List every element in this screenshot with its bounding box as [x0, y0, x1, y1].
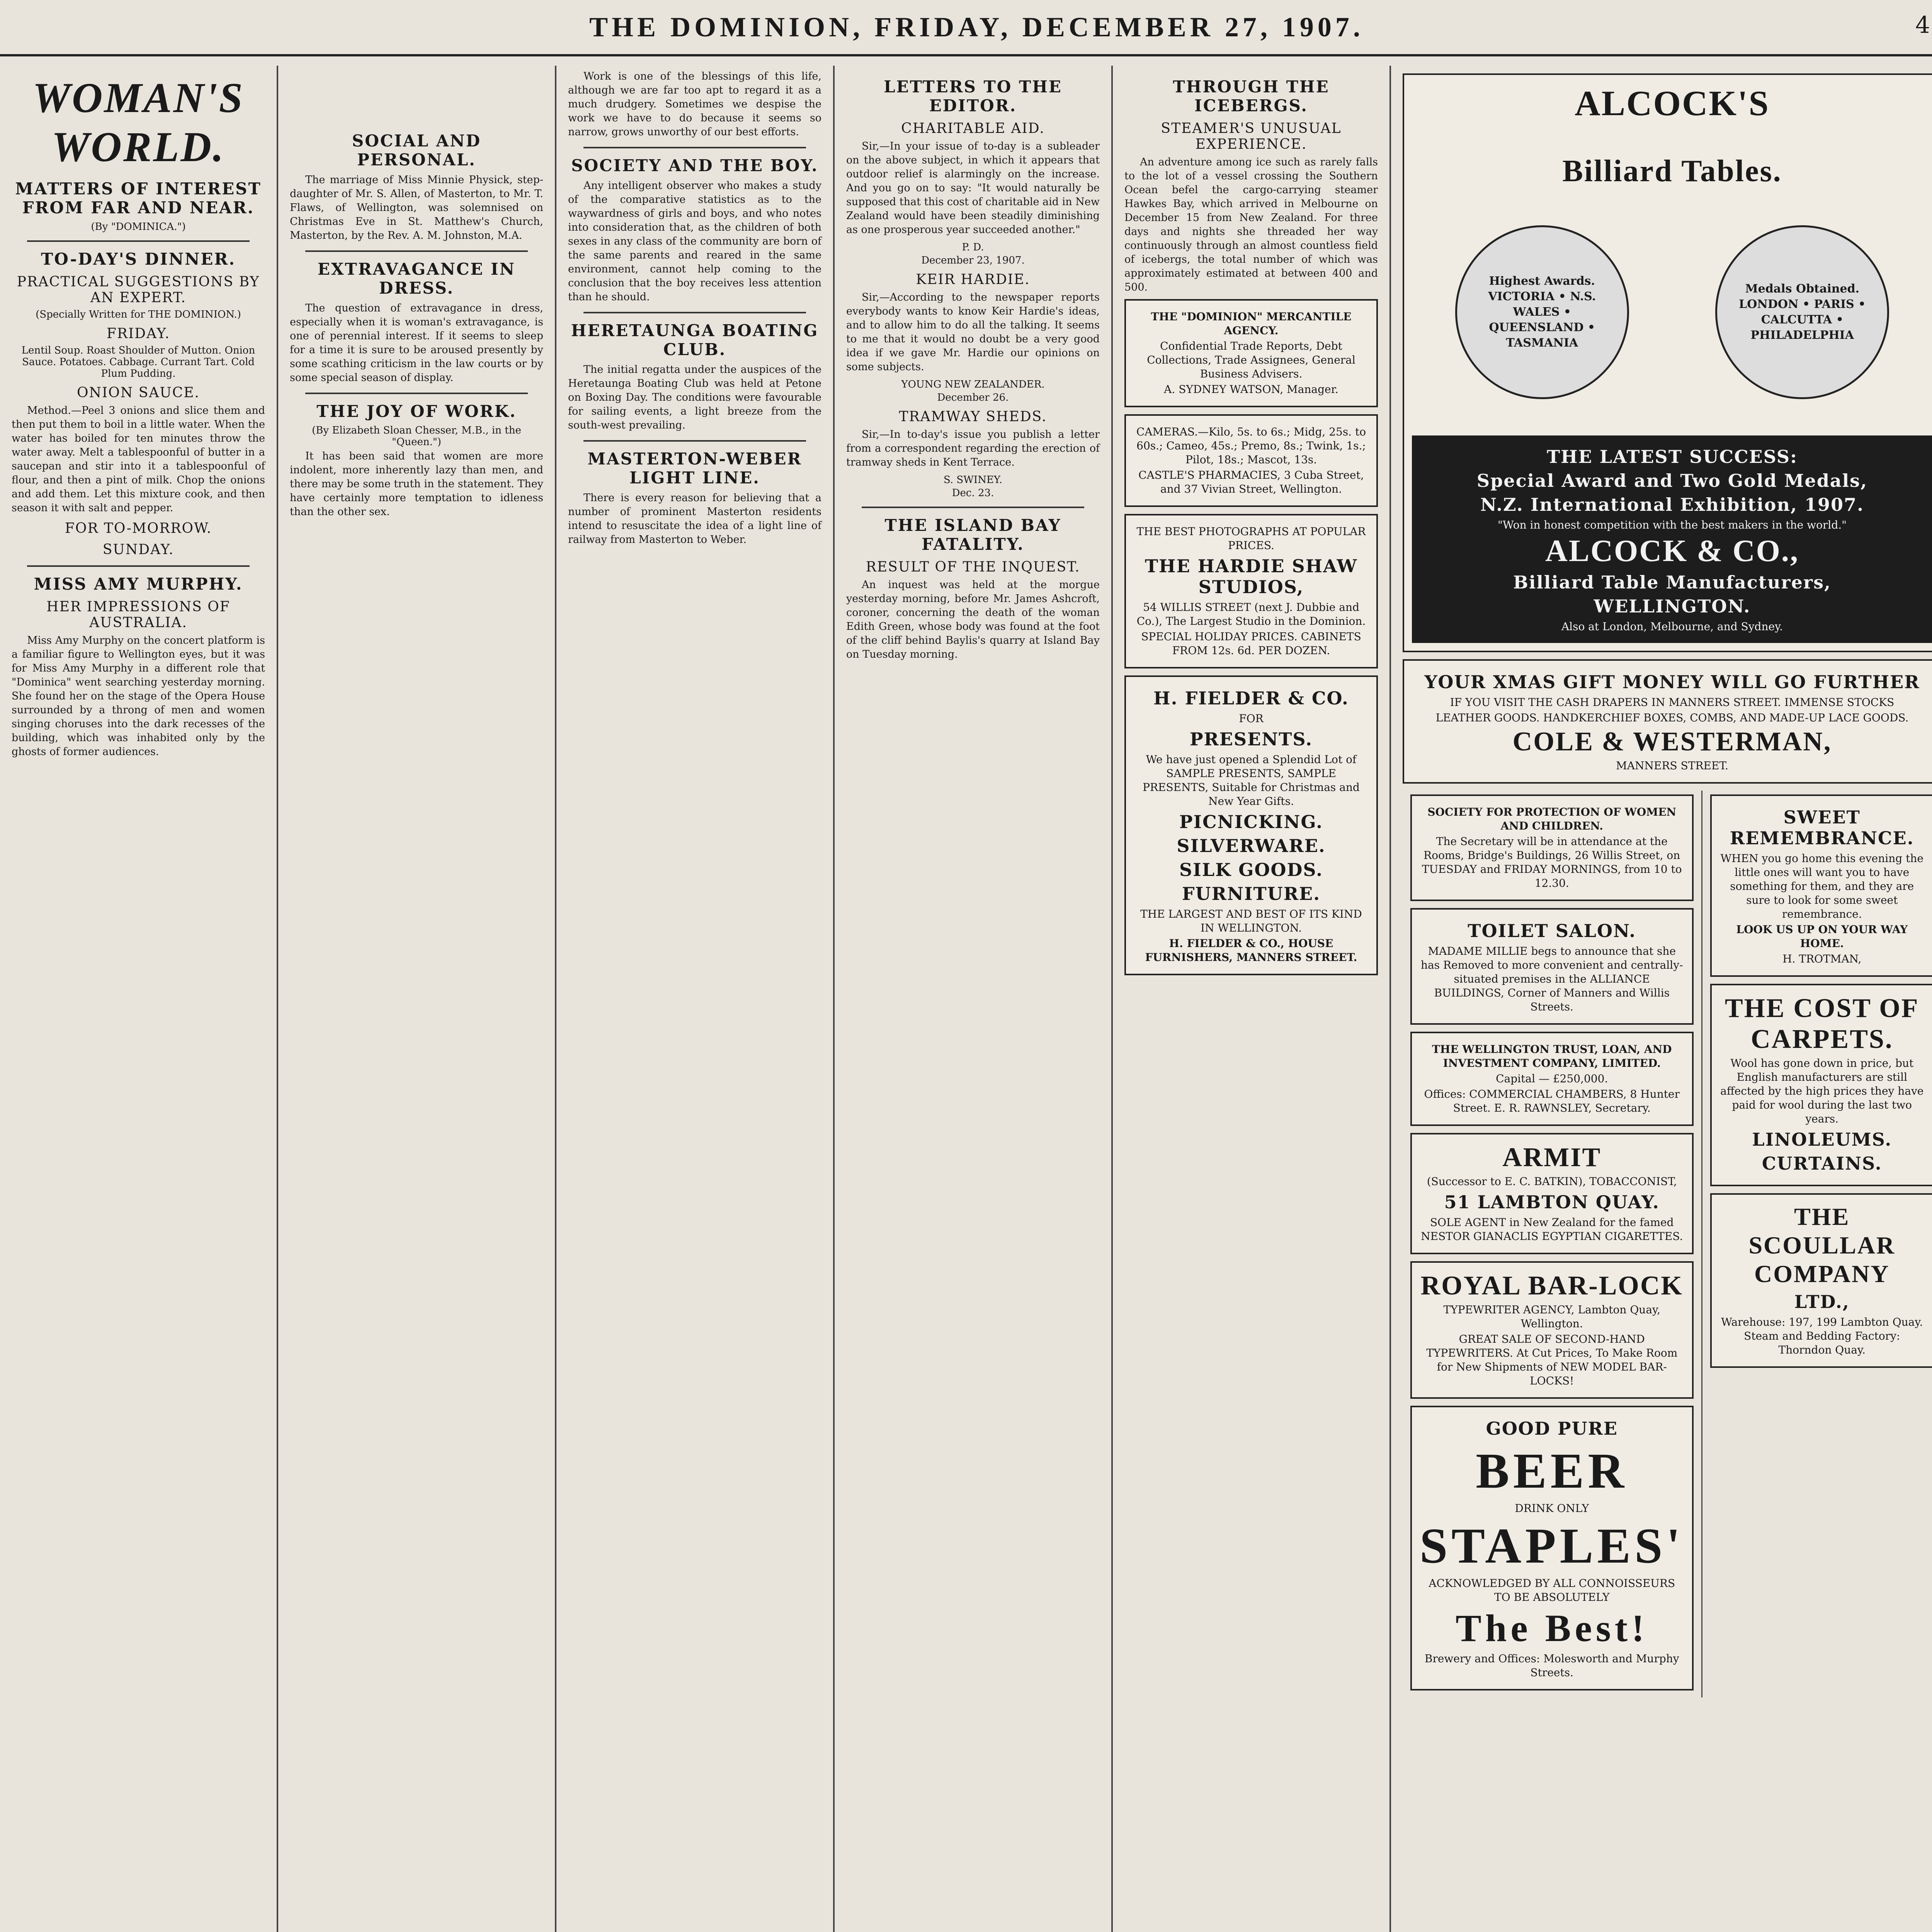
cole-westerman-ad	[1403, 659, 1932, 784]
masthead	[0, 0, 1932, 56]
keir-title: KEIR HARDIE.	[916, 272, 1030, 287]
armit-title: ARMIT	[1502, 1143, 1602, 1172]
alcock-award: Special Award and Two Gold Medals,	[1476, 470, 1868, 491]
beer-good: GOOD PURE	[1486, 1418, 1618, 1439]
society-ad	[1410, 794, 1694, 901]
tomorrow-title: FOR TO-MORROW.	[65, 520, 212, 536]
cole-sub: IF YOU VISIT THE CASH DRAPERS IN MANNERS STREET. IMMENSE STOCKS	[1450, 696, 1895, 709]
murphy-text: Miss Amy Murphy on the concert platform is a familiar figure to Wellington eyes, but it was for Miss Amy Murphy in a different role that "Dominica" went searching yesterday morning. She found her on the stage of the Opera House surrounded by a throng of men and women singing choruses into the dark recesses of the building, which was inhabited only by the ghosts of former audiences.	[12, 634, 265, 758]
society-boy-text: Any intelligent observer who makes a study of the comparative statistics as to the waywardness of girls and boys, and who notes into consideration that, as the children of both sexes in any class of the community are born of the same parents and reared in the same environment, cannot help coming to the conclusion that the boy receives less attention than he should.	[568, 180, 821, 303]
alcock-billiard-ad	[1403, 73, 1932, 652]
charitable-text: Sir,—In your issue of to-day is a subleader on the above subject, in which it appears that outdoor relief is alarmingly on the increase. And you go on to say: "It would naturally be supposed that this cost of charitable aid in New Zealand would have been steadily diminishing as one prosperous year succeeded another."	[846, 140, 1100, 236]
alcock-manufacturers: Billiard Table Manufacturers,	[1513, 572, 1832, 593]
island-bay-subtitle: RESULT OF THE INQUEST.	[866, 559, 1080, 575]
tramway-title: TRAMWAY SHEDS.	[899, 409, 1047, 425]
joy-text: It has been said that women are more indolent, more inherently lazy than men, and there may be some truth in the statement. They have certainly more temptation to idleness than the other sex.	[290, 450, 543, 518]
column-4	[835, 66, 1113, 1932]
alcock-product: Billiard Tables.	[1562, 154, 1782, 188]
sweet-remembrance-ad	[1710, 794, 1932, 977]
tramway-date: Dec. 23.	[952, 487, 994, 499]
fielder-presents-text: We have just opened a Splendid Lot of SAMPLE PRESENTS, SAMPLE PRESENTS, Suitable for Christmas and New Year Gifts.	[1143, 753, 1360, 808]
fielder-presents: PRESENTS.	[1189, 729, 1313, 750]
keir-text: Sir,—According to the newspaper reports everybody wants to know Keir Hardie's ideas, and to allow him to do all the talking. It seems to me that it would no doubt be a very good idea if we gave Mr. Hardie our opinions on some subjects.	[846, 291, 1100, 373]
letters-title: LETTERS TO THE EDITOR.	[884, 77, 1062, 115]
trust-company-ad	[1410, 1032, 1694, 1126]
trust-capital: Capital — £250,000.	[1496, 1072, 1608, 1085]
alcock-firm: ALCOCK & CO.,	[1545, 534, 1799, 568]
work-text: Work is one of the blessings of this life, although we are far too apt to regard it as a much drudgery. Sometimes we despise the work we have to do because it seems so narrow, grows unworthy of our best efforts.	[568, 70, 821, 138]
sweet-text: WHEN you go home this evening the little ones will want you to have something for them, and they are sure to look for some sweet remembrance.	[1720, 852, 1923, 920]
keir-sign: YOUNG NEW ZEALANDER.	[901, 379, 1045, 390]
medal-right-text: LONDON • PARIS • CALCUTTA • PHILADELPHIA	[1739, 298, 1866, 342]
medal-right-title: Medals Obtained.	[1745, 282, 1860, 296]
divider	[583, 440, 806, 442]
joy-title: THE JOY OF WORK.	[316, 402, 517, 421]
column-2	[278, 66, 556, 1932]
armit-ad	[1410, 1133, 1694, 1254]
dinner-note: (Specially Written for THE DOMINION.)	[36, 309, 241, 320]
social-title: SOCIAL AND PERSONAL.	[352, 131, 481, 169]
friday-heading: FRIDAY.	[106, 326, 170, 342]
toilet-title: TOILET SALON.	[1468, 920, 1636, 941]
light-line-title: MASTERTON-WEBER LIGHT LINE.	[587, 449, 802, 487]
column-5	[1113, 66, 1391, 1932]
murphy-title: MISS AMY MURPHY.	[34, 575, 243, 594]
society-boy-title: SOCIETY AND THE BOY.	[571, 156, 818, 175]
armit-text: SOLE AGENT in New Zealand for the famed NESTOR GIANACLIS EGYPTIAN CIGARETTES.	[1421, 1216, 1683, 1243]
royal-text: GREAT SALE OF SECOND-HAND TYPEWRITERS. At Cut Prices, To Make Room for New Shipments of NEW MODEL BAR-LOCKS!	[1426, 1333, 1678, 1387]
sweet-title: SWEET REMEMBRANCE.	[1730, 807, 1914, 849]
lower-ads-right	[1702, 791, 1932, 1697]
linoleums: LINOLEUMS.	[1752, 1129, 1892, 1150]
icebergs-title: THROUGH THE ICEBERGS.	[1173, 77, 1330, 115]
murphy-subtitle: HER IMPRESSIONS OF AUSTRALIA.	[46, 599, 230, 631]
fielder-for: FOR	[1239, 712, 1264, 725]
alcock-medals	[1412, 225, 1932, 399]
section-heading: WOMAN'S WORLD.	[32, 74, 244, 170]
alcock-also: Also at London, Melbourne, and Sydney.	[1561, 620, 1783, 633]
tramway-sign: S. SWINEY.	[943, 474, 1003, 486]
medal-left	[1455, 225, 1629, 399]
medal-right	[1715, 225, 1889, 399]
trotman: H. TROTMAN,	[1782, 952, 1862, 965]
fielder-silverware: SILVERWARE.	[1177, 835, 1326, 856]
fielder-silk-goods: SILK GOODS.	[1179, 859, 1323, 880]
trust-title: THE WELLINGTON TRUST, LOAN, AND INVESTMENT COMPANY, LIMITED.	[1432, 1043, 1672, 1070]
fielder-ad	[1124, 675, 1378, 975]
fielder-furniture: FURNITURE.	[1182, 883, 1321, 904]
dinner-subtitle: PRACTICAL SUGGESTIONS BY AN EXPERT.	[17, 274, 260, 306]
keir-date: December 26.	[937, 392, 1009, 403]
carpets-ad	[1710, 984, 1932, 1186]
boating-text: The initial regatta under the auspices of the Heretaunga Boating Club was held at Petone on Boxing Day. The conditions were favourable for sailing events, a light breeze from the south-west prevailing.	[568, 364, 821, 431]
armit-address: 51 LAMBTON QUAY.	[1444, 1192, 1660, 1213]
alcock-exhibition: N.Z. International Exhibition, 1907.	[1480, 494, 1864, 515]
beer-ack: ACKNOWLEDGED BY ALL CONNOISSEURS TO BE ABSOLUTELY	[1429, 1577, 1675, 1604]
royal-sub: TYPEWRITER AGENCY, Lambton Quay, Wellington.	[1443, 1303, 1661, 1330]
tramway-text: Sir,—In to-day's issue you publish a letter from a correspondent regarding the erection of tramway sheds in Kent Terrace.	[846, 429, 1100, 468]
cameras-ad	[1124, 414, 1378, 507]
armit-sub: (Successor to E. C. BATKIN), TOBACCONIST,	[1427, 1175, 1677, 1188]
column-3	[556, 66, 835, 1932]
ad-area	[1391, 66, 1932, 1932]
cole-items: LEATHER GOODS. HANDKERCHIEF BOXES, COMBS, AND MADE-UP LACE GOODS.	[1435, 711, 1909, 724]
hardie-prices: SPECIAL HOLIDAY PRICES. CABINETS FROM 12s. 6d. PER DOZEN.	[1141, 630, 1361, 657]
divider	[27, 240, 250, 242]
royal-title: ROYAL BAR-LOCK	[1420, 1271, 1683, 1301]
carpets-text: Wool has gone down in price, but English manufacturers are still affected by the high prices they have paid for wool during the last two years.	[1720, 1057, 1924, 1125]
society-text: The Secretary will be in attendance at the Rooms, Bridge's Buildings, 26 Willis Street, on TUESDAY and FRIDAY MORNINGS, from 10 to 12.30.	[1422, 835, 1682, 889]
fielder-largest: THE LARGEST AND BEST OF ITS KIND IN WELLINGTON.	[1140, 908, 1362, 934]
scoullar-name: THE SCOULLAR COMPANY	[1748, 1203, 1896, 1287]
charitable-date: December 23, 1907.	[921, 255, 1025, 266]
lower-ads-left	[1403, 791, 1702, 1697]
cole-head: YOUR XMAS GIFT MONEY WILL GO FURTHER	[1424, 672, 1920, 692]
column-1	[0, 66, 278, 1932]
charitable-title: CHARITABLE AID.	[901, 121, 1045, 136]
hardie-address: 54 WILLIS STREET (next J. Dubbie and Co.), The Largest Studio in the Dominion.	[1136, 601, 1366, 628]
divider	[305, 250, 528, 252]
island-bay-text: An inquest was held at the morgue yesterday morning, before Mr. James Ashcroft, coroner, concerning the death of the woman Edith Green, whose body was found at the foot of the cliff behind Baylis's quarry at Island Bay on Tuesday morning.	[846, 579, 1100, 660]
medal-left-title: Highest Awards.	[1489, 274, 1595, 288]
toilet-salon-ad	[1410, 908, 1694, 1025]
joy-byline: (By Elizabeth Sloan Chesser, M.B., in the "Queen.")	[312, 425, 521, 448]
dinner-title: TO-DAY'S DINNER.	[41, 250, 236, 269]
divider	[862, 507, 1084, 508]
divider	[583, 312, 806, 313]
byline: (By "DOMINICA.")	[91, 221, 186, 233]
page-number: 4	[1915, 12, 1930, 39]
scoullar-ad	[1710, 1193, 1932, 1368]
hardie-tagline: THE BEST PHOTOGRAPHS AT POPULAR PRICES.	[1136, 525, 1366, 552]
divider	[305, 393, 528, 394]
society-title: SOCIETY FOR PROTECTION OF WOMEN AND CHILDREN.	[1427, 806, 1677, 832]
icebergs-subtitle: STEAMER'S UNUSUAL EXPERIENCE.	[1161, 121, 1342, 152]
charitable-sign: P. D.	[962, 242, 984, 253]
extravagance-text: The question of extravagance in dress, especially when it is woman's extravagance, is one of perennial interest. If it seems to sleep for a time it is sure to be aroused presently by some scathing criticism in the law courts or by some special season of display.	[290, 302, 543, 384]
cole-address: MANNERS STREET.	[1616, 759, 1728, 772]
toilet-text: MADAME MILLIE begs to announce that she has Removed to more convenient and centrally-situated premises in the ALLIANCE BUILDINGS, Corner of Manners and Willis Streets.	[1420, 945, 1683, 1013]
hardie-shaw-ad	[1124, 514, 1378, 668]
alcock-brand: ALCOCK'S	[1575, 83, 1770, 123]
beer-best: The Best!	[1456, 1607, 1648, 1650]
beer-staples: STAPLES'	[1420, 1518, 1684, 1574]
beer-drink: DRINK ONLY	[1515, 1502, 1589, 1515]
masthead-title: THE DOMINION, FRIDAY, DECEMBER 27, 1907.	[589, 11, 1364, 43]
alcock-world: "Won in honest competition with the best makers in the world."	[1497, 519, 1847, 531]
alcock-award-panel	[1412, 435, 1932, 643]
alcock-latest: THE LATEST SUCCESS:	[1546, 446, 1798, 467]
agency-title: THE "DOMINION" MERCANTILE AGENCY.	[1151, 310, 1352, 337]
sunday-title: SUNDAY.	[102, 542, 174, 558]
onion-title: ONION SAUCE.	[77, 385, 200, 401]
cameras-text: CAMERAS.—Kilo, 5s. to 6s.; Midg, 25s. to 60s.; Cameo, 45s.; Premo, 8s.; Twink, 1s.; Pilot, 18s.; Mascot, 13s.	[1136, 425, 1366, 466]
agency-text: Confidential Trade Reports, Debt Collections, Trade Assignees, General Business Advisers.	[1147, 340, 1355, 380]
light-line-text: There is every reason for believing that a number of prominent Masterton residents intend to resuscitate the idea of a light line of railway from Masterton to Weber.	[568, 492, 821, 546]
royal-barlock-ad	[1410, 1261, 1694, 1399]
medal-left-text: VICTORIA • N.S. WALES • QUEENSLAND • TASMANIA	[1488, 290, 1596, 350]
curtains: CURTAINS.	[1762, 1153, 1882, 1174]
divider	[583, 147, 806, 148]
carpets-title: THE COST OF CARPETS.	[1725, 993, 1919, 1054]
fielder-name: H. FIELDER & CO.	[1153, 688, 1349, 709]
island-bay-title: THE ISLAND BAY FATALITY.	[884, 516, 1061, 554]
beer-brewery: Brewery and Offices: Molesworth and Murphy Streets.	[1424, 1652, 1679, 1679]
agency-sign: A. SYDNEY WATSON, Manager.	[1164, 383, 1338, 396]
section-subheading: MATTERS OF INTEREST FROM FAR AND NEAR.	[15, 179, 262, 217]
fielder-footer: H. FIELDER & CO., HOUSE FURNISHERS, MANNERS STREET.	[1145, 937, 1357, 964]
divider	[27, 565, 250, 567]
lower-ads	[1403, 791, 1932, 1697]
icebergs-text: An adventure among ice such as rarely falls to the lot of a vessel crossing the Southern Ocean befel the cargo-carrying steamer Hawkes Bay, which arrived in Melbourne on December 15 from New Zealand. For three days and nights she threaded her way continuously through an almost countless field of icebergs, the total number of which was approximately estimated at between 400 and 500.	[1124, 156, 1378, 293]
sweet-footer: LOOK US UP ON YOUR WAY HOME.	[1736, 923, 1908, 950]
cole-name: COLE & WESTERMAN,	[1512, 727, 1832, 757]
scoullar-ltd: LTD.,	[1794, 1291, 1850, 1312]
fielder-picnicking: PICNICKING.	[1179, 811, 1323, 832]
castles-pharmacies: CASTLE'S PHARMACIES, 3 Cuba Street, and 37 Vivian Street, Wellington.	[1138, 469, 1364, 495]
beer-word: BEER	[1476, 1443, 1628, 1499]
extravagance-title: EXTRAVAGANCE IN DRESS.	[317, 260, 516, 298]
onion-text: Method.—Peel 3 onions and slice them and then put them to boil in a little water. When the water has boiled for ten minutes throw the water away. Melt a tablespoonful of butter in a saucepan and stir into it a tablespoonful of flour, and then a pint of milk. Chop the onions and add them. Let this mixture cook, and then season it with salt and pepper.	[12, 405, 265, 514]
alcock-city: WELLINGTON.	[1594, 596, 1751, 617]
dominion-agency-ad	[1124, 299, 1378, 407]
social-text: The marriage of Miss Minnie Physick, step-daughter of Mr. S. Allen, of Masterton, to Mr. T. Flaws, of Wellington, was solemnised on Christmas Eve in St. Matthew's Church, Masterton, by the Rev. A. M. Johnston, M.A.	[290, 174, 543, 242]
scoullar-address: Warehouse: 197, 199 Lambton Quay. Steam and Bedding Factory: Thorndon Quay.	[1721, 1316, 1923, 1356]
hardie-name: THE HARDIE SHAW STUDIOS,	[1145, 556, 1358, 597]
boating-title: HERETAUNGA BOATING CLUB.	[571, 321, 819, 359]
friday-menu: Lentil Soup. Roast Shoulder of Mutton. Onion Sauce. Potatoes. Cabbage. Currant Tart. Cold Plum Pudding.	[21, 345, 255, 379]
staples-beer-ad	[1410, 1406, 1694, 1690]
trust-offices: Offices: COMMERCIAL CHAMBERS, 8 Hunter Street. E. R. RAWNSLEY, Secretary.	[1424, 1088, 1680, 1114]
